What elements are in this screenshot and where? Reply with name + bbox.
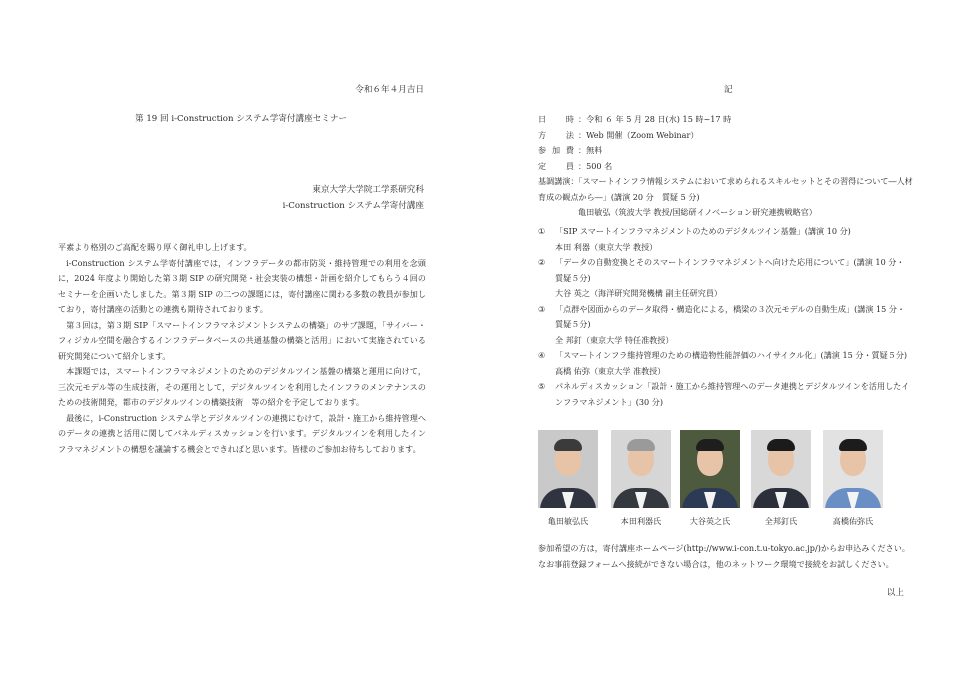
speaker-photo <box>538 430 598 526</box>
speaker-photos <box>538 430 898 530</box>
info-value: 令和 ６ 年 5 月 28 日(水) 15 時~17 時 <box>586 114 732 124</box>
info-row-date: 日 時 ： 令和 ６ 年 5 月 28 日(水) 15 時~17 時 <box>538 112 918 128</box>
item-title: 「データの自動変換とそのスマートインフラマネジメントへ向けた応用について」(講演 10 分・質疑５分) <box>555 257 905 283</box>
item-number: ③ <box>538 303 546 314</box>
photo-caption: 全邦釘氏 <box>764 516 798 526</box>
hair <box>554 439 582 451</box>
paragraph: i-Construction システム学寄付講座では，インフラデータの都市防災・維持管理での利用を念頭に，2024 年度より開始した第３期 SIP の研究開発・社会実装の構想・計画を紹介してもらう４回のセミナーを企画いたしました。第３期 SIP の二つの課題には，寄付講座に関わる多数の教員が参加しており，寄付講座の活動との連携も期待されております。 <box>58 257 426 314</box>
info-label: 定 員 <box>538 160 574 171</box>
keynote-label: 基調講演： <box>538 176 579 186</box>
item-number: ① <box>538 226 546 236</box>
keynote-title: 「スマートインフラ情報システムにおいて求められるスキルセットとその習得について―人材育成の観点から―」(講演 20 分 質疑 5 分) <box>538 176 913 202</box>
paragraph: 最後に，i-Construction システム学とデジタルツインの連携にむけて，設計・施工から維持管理へのデータの連携と活用に関してパネルディスカッションを行います。デジタルツインを利用したインフラマネジメントの構想を議論する機会とできればと思います。皆様のご参加お待ちしております。 <box>58 412 426 454</box>
hair <box>627 439 655 451</box>
organizer-line-1: 東京大学大学院工学系研究科 <box>312 185 424 195</box>
right-page <box>480 0 960 679</box>
portrait-image <box>823 430 883 508</box>
hair <box>767 439 795 451</box>
photo-caption: 大谷英之氏 <box>689 516 731 526</box>
photo-caption: 亀田敏弘氏 <box>547 516 589 526</box>
keynote-speaker: 亀田敏弘（筑波大学 教授/国総研イノベーション研究連携戦略官） <box>578 207 817 217</box>
speaker-photo <box>611 430 671 526</box>
info-label: 参加費 <box>538 145 574 155</box>
item-title: パネルディスカッション「設計・施工から維持管理へのデータ連携とデジタルツインを活用したインフラマネジメント」(30 分) <box>555 381 910 407</box>
info-label: 方 法 <box>538 129 574 140</box>
registration-line-1: 参加希望の方は，寄付講座ホームページ(http://www.i-con.t.u-tokyo.ac.jp/)からお申込みください。 <box>538 543 910 553</box>
seminar-title: 第 19 回 i-Construction システム学寄付講座セミナー <box>135 114 348 124</box>
item-number: ④ <box>538 350 546 360</box>
item-title: 「点群や図面からのデータ取得・構造化による，橋梁の３次元モデルの自動生成」(講演 15 分・質疑５分) <box>555 303 906 329</box>
program-item <box>538 302 910 333</box>
ki-heading: 記 <box>724 85 733 95</box>
invitation-body <box>58 240 426 457</box>
info-row-method: 方 法 ： Web 開催（Zoom Webinar） <box>538 128 918 144</box>
info-value: Web 開催（Zoom Webinar） <box>586 129 699 140</box>
portrait-image <box>751 430 811 508</box>
item-number: ⑤ <box>538 381 546 391</box>
event-info <box>538 112 918 221</box>
item-speaker: 全 邦釘（東京大学 特任准教授） <box>555 334 674 345</box>
closing-mark: 以上 <box>886 588 904 598</box>
item-title: 「スマートインフラ維持管理のための構造物性能評価のハイサイクル化」(講演 15 分・質疑５分) <box>555 350 908 360</box>
paragraph: 本課題では，スマートインフラマネジメントのためのデジタルツイン基盤の構築と運用に向けて，三次元モデル等の生成技術，その運用として，デジタルツインを利用したインフラのメンテナンスのための技術開発，都市のデジタルツインの構築技術 等の紹介を予定しております。 <box>58 366 426 407</box>
issue-date: 令和６年４月吉日 <box>355 85 424 95</box>
item-speaker: 大谷 英之（海洋研究開発機構 副主任研究員） <box>555 288 723 298</box>
program-item <box>538 224 910 240</box>
item-number: ② <box>538 257 546 267</box>
program-list <box>538 224 910 410</box>
speaker-photo <box>751 430 811 526</box>
program-item <box>538 255 910 286</box>
paragraph: 第３回は，第３期 SIP「スマートインフラマネジメントシステムの構築」のサブ課題，「サイバー・フィジカル空間を融合するインフラデータベースの共通基盤の構築と活用」において実施されている研究開発について紹介します。 <box>58 319 426 361</box>
item-title: 「SIP スマートインフラマネジメントのためのデジタルツイン基盤」(講演 10 分) <box>555 226 851 236</box>
hair <box>839 439 867 451</box>
registration-line-2: なお事前登録フォームへ接続ができない場合は，他のネットワーク環境で接続をお試しください。 <box>538 558 894 569</box>
info-label: 日 時 <box>538 114 574 124</box>
info-row-fee: 参加費 ： 無料 <box>538 143 918 159</box>
info-value: 500 名 <box>586 160 613 171</box>
portrait-image <box>680 430 740 508</box>
registration-note <box>538 541 910 572</box>
portrait-image <box>611 430 671 508</box>
speaker-photo <box>823 430 883 526</box>
program-item <box>538 348 910 364</box>
paragraph: 平素より格別のご高配を賜り厚く御礼申し上げます。 <box>58 242 252 252</box>
portrait-image <box>538 430 598 508</box>
info-value: 無料 <box>586 145 603 155</box>
info-row-capacity: 定 員 ： 500 名 <box>538 159 918 175</box>
speaker-photo <box>680 430 740 526</box>
item-speaker: 高橋 佑弥（東京大学 准教授） <box>555 365 666 376</box>
item-speaker: 本田 利器（東京大学 教授） <box>555 241 658 252</box>
keynote <box>538 174 918 205</box>
photo-caption: 高橋佑弥氏 <box>832 516 874 526</box>
program-item <box>538 379 910 410</box>
hair <box>696 439 724 451</box>
photo-caption: 本田利器氏 <box>620 516 662 526</box>
organizer-line-2: i-Construction システム学寄付講座 <box>282 201 424 211</box>
